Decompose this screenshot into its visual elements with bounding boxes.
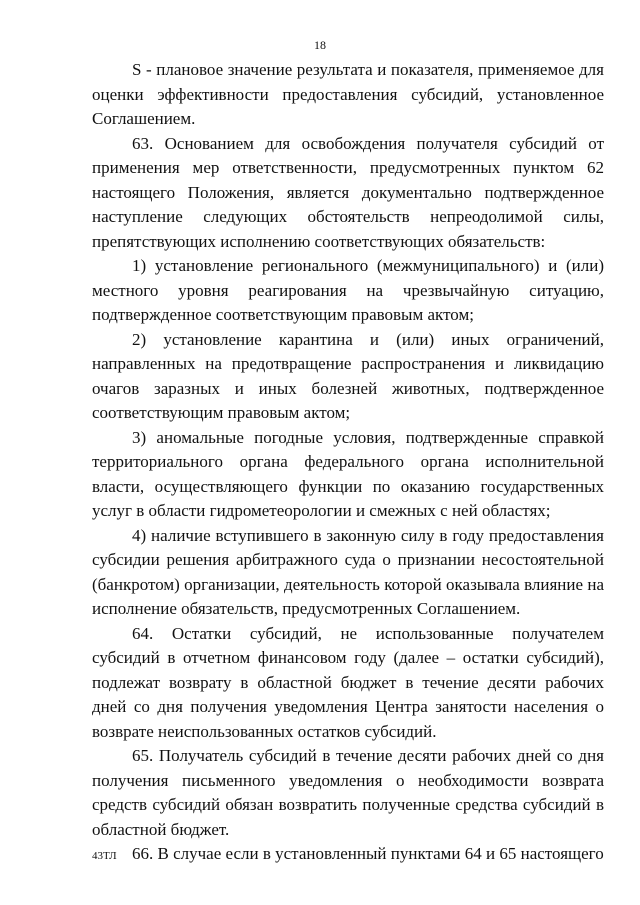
paragraph-65: 65. Получатель субсидий в течение десяти рабочих дней со дня получения письменного уведомления о необходимости возврата средств субсидий обязан возвратить полученные средства субсидий в областной бюджет. (92, 746, 604, 839)
paragraph-item-3: 3) аномальные погодные условия, подтвержденные справкой территориального органа федерального органа исполнительной власти, осуществляющего функции по оказанию государственных услуг в области гидрометеорологии и смежных с ней областях; (92, 427, 604, 520)
document-body (92, 58, 604, 867)
paragraph-item-2: 2) установление карантина и (или) иных ограничений, направленных на предотвращение распространения и ликвидацию очагов заразных и иных болезней животных, подтвержденное соответствующим правовым актом; (92, 329, 604, 422)
page-number: 18 (314, 38, 326, 52)
paragraph-s-definition: S - плановое значение результата и показателя, применяемое для оценки эффективности предоставления субсидий, установленное Соглашением. (92, 60, 604, 128)
paragraph-64: 64. Остатки субсидий, не использованные получателем субсидий в отчетном финансовом году (далее – остатки субсидий), подлежат возврату в областной бюджет в течение десяти рабочих дней со дня получения уведомления Центра занятости населения о возврате неиспользованных остатков субсидий. (92, 623, 604, 741)
paragraph-item-4: 4) наличие вступившего в законную силу в году предоставления субсидии решения арбитражного суда о признании несостоятельной (банкротом) организации, деятельность которой оказывала влияние на исполнение обязательств, предусмотренных Соглашением. (92, 525, 604, 618)
footer-code: 43ТЛ (92, 850, 117, 862)
paragraph-item-1: 1) установление регионального (межмуниципального) и (или) местного уровня реагирования на чрезвычайную ситуацию, подтвержденное соответствующим правовым актом; (92, 256, 604, 324)
paragraph-63: 63. Основанием для освобождения получателя субсидий от применения мер ответственности, предусмотренных пунктом 62 настоящего Положения, является документально подтвержденное наступление следующих обстоятельств непреодолимой силы, препятствующих исполнению соответствующих обязательств: (92, 133, 604, 251)
paragraph-66: 66. В случае если в установленный пунктами 64 и 65 настоящего (132, 844, 604, 863)
